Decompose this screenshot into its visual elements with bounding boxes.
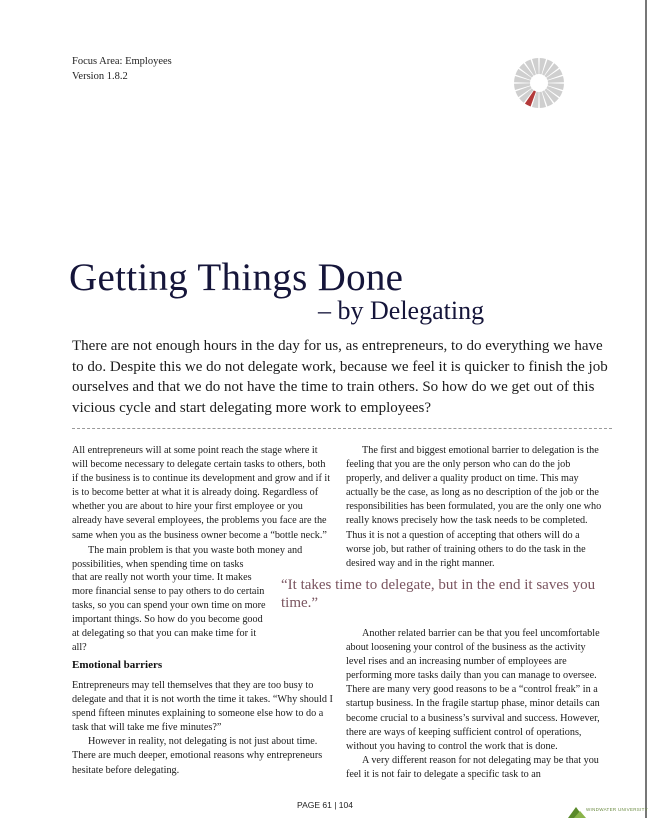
page-title: Getting Things Done xyxy=(69,256,404,299)
page-number: PAGE 61 | 104 xyxy=(297,800,353,810)
paragraph: The main problem is that you waste both money and possibilities, when spending time on tasks xyxy=(72,545,303,571)
focus-area-label: Focus Area: Employees xyxy=(72,56,172,67)
paragraph: Entrepreneurs may tell themselves that they are too busy to delegate and that it is not worth the time it takes. “Why should I spend fifteen minutes explaining to someone else how to do a task that will take me five minutes?” xyxy=(72,680,333,734)
document-meta xyxy=(72,54,172,84)
wheel-center xyxy=(531,75,547,91)
pull-quote: “It takes time to delegate, but in the end it saves you time.” xyxy=(281,577,596,611)
paragraph: The first and biggest emotional barrier to delegation is the feeling that you are the only person who can do the job properly, and deliver a quality product on time. This may actually be the case, as long as no description of the job or the responsibilities has been formulated, you are the only one who really knows precisely how the task needs to be completed. Thus it is not a question of accepting that others will do a worse job, but rather of training others to do the task in the desired way and in the right manner. xyxy=(346,445,602,569)
paragraph: All entrepreneurs will at some point reach the stage where it will become necessary to delegate certain tasks to others, both if the business is to continue its development and grow and if it is to become better at what it is already doing. Regardless of whether you are about to hire your first employee or you already have several employees, the problems you face are the same when you as the business owner become a “bottle neck.” xyxy=(72,445,331,541)
paragraph: Another related barrier can be that you feel uncomfortable about loosening your control of the business as the activity level rises and an increasing number of employees are performing more tasks daily than you can manage to oversee. There are many very good reasons to be a “control freak” in a startup business. In the fragile startup phase, minor details can become crucial to a business’s survival and success. However, there are ways of keeping sufficient control of operations, without you having to control the work that is done. xyxy=(346,628,600,752)
section-divider xyxy=(72,428,612,429)
paragraph: that are really not worth your time. It makes more financial sense to pay others to do certain tasks, so you can spend your own time on more important things. So how do you become good at delegating so that you can make time for it all? xyxy=(72,572,266,654)
left-column-emotional-barriers xyxy=(72,679,334,778)
intro-paragraph: There are not enough hours in the day for us, as entrepreneurs, to do everything we have to do. Despite this we do not delegate work, because we feel it is quicker to finish the job ourselves and that we do not have the time to train others. So how do we get out of this vicious cycle and start delegating more work to employees? xyxy=(72,338,608,416)
logo-text: WINDWATER UNIVERSITY xyxy=(586,807,648,812)
left-column-paragraph-1 xyxy=(72,444,334,543)
left-column-paragraph-2-rest xyxy=(72,571,267,656)
page-subtitle: – by Delegating xyxy=(318,296,485,325)
right-column-paragraph-2 xyxy=(346,627,604,782)
paragraph: However in reality, not delegating is not just about time. There are much deeper, emotional reasons why entrepreneurs hesitate before delegating. xyxy=(72,736,323,776)
progress-wheel-icon xyxy=(513,57,565,109)
version-label: Version 1.8.2 xyxy=(72,71,128,82)
right-column-paragraph-1 xyxy=(346,444,604,571)
section-heading: Emotional barriers xyxy=(72,659,163,671)
paragraph: A very different reason for not delegating may be that you feel it is not fair to delegate a specific task to an xyxy=(346,754,599,780)
left-column-paragraph-2-start xyxy=(72,544,334,572)
